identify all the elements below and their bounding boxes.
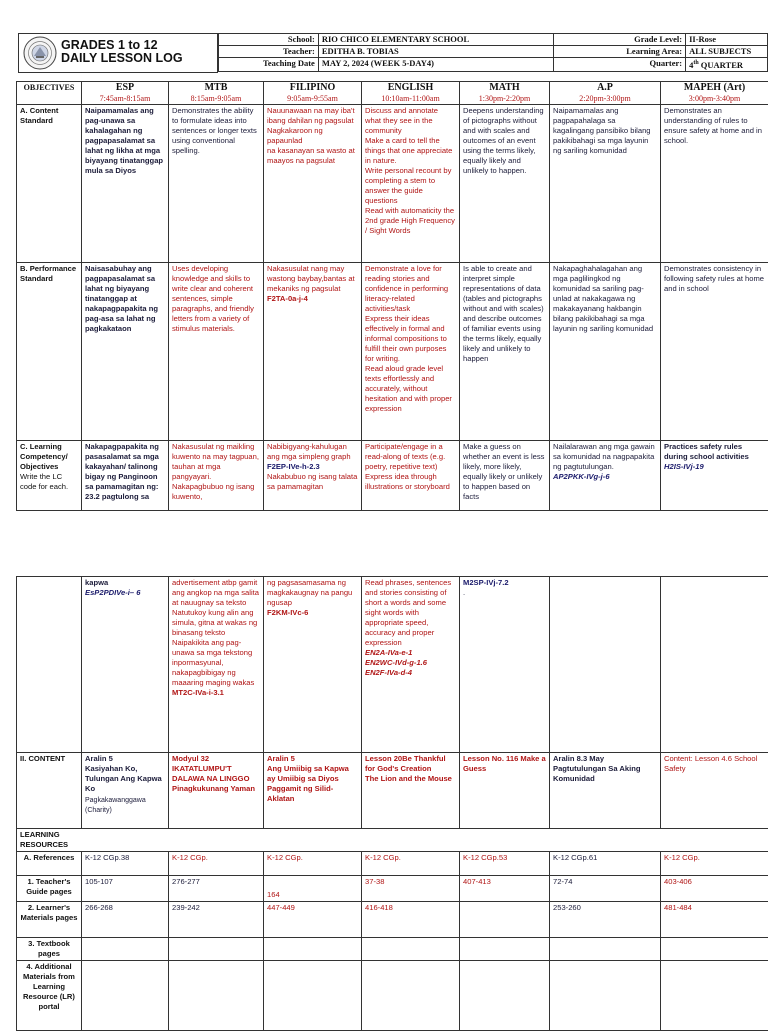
esp-title: ESP [116,82,134,93]
b-eng: Demonstrate a love for reading stories and confidence in performing literacy-related activities/task Express their ideas effectively in formal and informal compositions to fulfill their own purposes for writing. Read aloud grade level texts effortlessly and accurately, without hesitation and with proper expression [362,263,460,441]
row-learners-materials [17,902,768,938]
row-label-ii: II. CONTENT [17,753,82,829]
ap-time: 2:20pm-3:00pm [550,94,660,104]
c-eng: Participate/engage in a read-along of texts (e.g. poetry, repetitive text) Express idea through illustrations or storyboard [362,441,460,511]
ii-mapeh: Content: Lesson 4.6 School Safety [661,753,768,829]
log-title-line1: GRADES 1 to 12 [61,39,183,52]
tb-esp [82,938,169,961]
row-learning-competency [17,441,768,511]
ref-mtb: K-12 CGp. [169,852,264,876]
c-math: Make a guess on whether an event is less likely, more likely, equally likely or unlikely to happen based on facts [460,441,550,511]
row-label-c-note: Write the LC code for each. [20,472,78,492]
row-label-a: A. Content Standard [17,105,82,263]
log-title-line2: DAILY LESSON LOG [61,52,183,65]
objectives-header [17,82,82,105]
lm-ap: 253-260 [550,902,661,938]
c2-mtb-code: MT2C-IVa-i-3.1 [172,688,260,698]
ap-header [550,82,661,105]
b-mapeh: Demonstrates consistency in following safety rules at home and in school [661,263,768,441]
c-mtb: Nakasusulat ng maikling kuwento na may tagpuan, tauhan at mga pangyayari. Nakapagbubuo ng isang kuwento, [169,441,264,511]
date-label: Teaching Date [219,58,319,72]
row-label-c [17,441,82,511]
ii-fil: Aralin 5 Ang Umiibig sa Kapwa ay Umiibig sa Diyos Paggamit ng Silid-Aklatan [264,753,362,829]
am-eng [362,961,460,1031]
a-mapeh: Demonstrates an understanding of rules to ensure safety at home and in school. [661,105,768,263]
tg-ap: 72-74 [550,876,661,902]
date-value: MAY 2, 2024 (WEEK 5-DAY4) [318,58,554,72]
ii-ap: Aralin 8.3 May Pagtutulungan Sa Aking Komunidad [550,753,661,829]
b-fil [264,263,362,441]
b-math: Is able to create and interpret simple representations of data (tables and pictographs without and with scales) and describe outcomes of familiar events using the terms likely, equally likely and unlikely to happen [460,263,550,441]
teacher-label: Teacher: [219,46,319,58]
quarter-value [686,58,768,72]
row-label-c-title: C. Learning Competency/ Objectives [20,442,78,472]
am-fil [264,961,362,1031]
fil-title: FILIPINO [290,82,336,93]
tg-mtb: 276-277 [169,876,264,902]
ii-math: Lesson No. 116 Make a Guess [460,753,550,829]
eng-title: ENGLISH [388,82,434,93]
c2-fil [264,577,362,753]
c2-math-code: M2SP-IVj-7.2 [463,578,546,588]
lm-esp: 266-268 [82,902,169,938]
c-ap-text: Nailalarawan ang mga gawain sa komunidad na nagpapakita ng pagtutulungan. [553,442,657,472]
tg-esp: 105-107 [82,876,169,902]
ii-esp [82,753,169,829]
row-content [17,753,768,829]
lm-mapeh: 481-484 [661,902,768,938]
lm-math [460,902,550,938]
tg-mapeh: 403-406 [661,876,768,902]
ii-eng: Lesson 20Be Thankful for God's Creation The Lion and the Mouse [362,753,460,829]
c2-eng-code3: EN2F-IVa-d-4 [365,668,456,678]
deped-seal-icon [23,36,57,70]
quarter-number: 4 [689,60,693,70]
lm-mtb: 239-242 [169,902,264,938]
area-value: ALL SUBJECTS [686,46,768,58]
c2-fil-text: ng pagsasamasama ng magkakaugnay na pangu ngusap [267,578,358,608]
row-competency-continued [17,577,768,753]
ii-esp-text: Aralin 5 Kasiyahan Ko, Tulungan Ang Kapwa Ko [85,754,165,794]
row-additional-materials [17,961,768,1031]
lm-eng: 416-418 [362,902,460,938]
grade-label: Grade Level: [554,34,686,46]
row-learning-resources [17,829,768,852]
row-label-lr-text: LEARNING RESOURCES [20,830,82,850]
ref-eng: K-12 CGp. [362,852,460,876]
grade-value: II-Rose [686,34,768,46]
a-mtb: Demonstrates the ability to formulate ideas into sentences or longer texts using conventional spelling. [169,105,264,263]
mapeh-time: 3:00pm-3:40pm [661,94,768,104]
header-info-table [218,33,768,72]
quarter-suffix: th [693,60,698,66]
tb-mtb [169,938,264,961]
am-esp [82,961,169,1031]
eng-header [362,82,460,105]
row-label-lr [17,829,768,852]
c2-esp [82,577,169,753]
ref-math: K-12 CGp.53 [460,852,550,876]
row-label-b: B. Performance Standard [17,263,82,441]
header-title-block [18,33,218,73]
fil-header [264,82,362,105]
c-fil-code: F2EP-IVe-h-2.3 [267,462,358,472]
c2-mapeh [661,577,768,753]
c2-eng-text: Read phrases, sentences and stories consisting of short a words and some sight words with appropriate speed, accuracy and proper expression [365,578,456,648]
tb-fil [264,938,362,961]
c-mapeh-code: H2IS-IVj-19 [664,462,765,472]
mtb-title: MTB [205,82,228,93]
b-fil-code: F2TA-0a-j-4 [267,294,358,304]
c-fil [264,441,362,511]
c2-eng-code1: EN2A-IVa-e-1 [365,648,456,658]
c2-esp-text: kapwa [85,578,165,588]
c-mapeh-text: Practices safety rules during school activities [664,442,765,462]
mtb-time: 8:15am-9:05am [169,94,263,104]
ii-mtb: Modyul 32 IKATATLUMPU'T DALAWA NA LINGGO Pinagkukunang Yaman [169,753,264,829]
school-label: School: [219,34,319,46]
c2-eng [362,577,460,753]
mapeh-header [661,82,768,105]
tb-ap [550,938,661,961]
b-mtb: Uses developing knowledge and skills to write clear and coherent sentences, simple paragraphs, and friendly letters from a variety of stimulus materials. [169,263,264,441]
c2-label-empty [17,577,82,753]
ref-mapeh: K-12 CGp. [661,852,768,876]
row-content-standard [17,105,768,263]
row-references [17,852,768,876]
tg-math: 407-413 [460,876,550,902]
ap-title: A.P [597,82,613,93]
c-esp: Nakapagpapakita ng pasasalamat sa mga kakayahan/ talinong bigay ng Panginoon sa pamamagitan ng: 23.2 pagtulong sa [82,441,169,511]
row-label-tg: 1. Teacher's Guide pages [17,876,82,902]
c-fil-text: Nabibigyang-kahulugan ang mga simpleng graph [267,442,358,462]
mapeh-title: MAPEH (Art) [684,82,745,93]
am-mapeh [661,961,768,1031]
c2-fil-code: F2KM-IVc-6 [267,608,358,618]
tg-eng: 37-38 [362,876,460,902]
c2-ap [550,577,661,753]
quarter-word: QUARTER [701,60,743,70]
lesson-grid-page1 [16,81,768,511]
row-label-lm: 2. Learner's Materials pages [17,902,82,938]
am-mtb [169,961,264,1031]
c2-esp-code: EsP2PDIVe-i– 6 [85,588,165,598]
c2-math-dot: . [463,588,546,598]
math-title: MATH [489,82,519,93]
esp-time: 7:45am-8:15am [82,94,168,104]
row-label-am: 4. Additional Materials from Learning Resource (LR) portal [17,961,82,1031]
eng-time: 10:10am-11:00am [362,94,459,104]
am-ap [550,961,661,1031]
am-math [460,961,550,1031]
row-performance-standard [17,263,768,441]
b-esp: Naisasabuhay ang pagpapasalamat sa lahat ng biyayang tinatanggap at nakapagpapakita ng pag-asa sa lahat ng pagkakataon [82,263,169,441]
c2-eng-code2: EN2WC-IVd-g-1.6 [365,658,456,668]
a-ap: Naipamamalas ang pagpapahalaga sa kagalingang pansibiko bilang pakikibahagi sa mga layunin ng sariling komunidad [550,105,661,263]
ref-esp: K-12 CGp.38 [82,852,169,876]
c-fil-more: Nakabubuo ng isang talata sa pamamagitan [267,472,358,492]
c2-math [460,577,550,753]
a-eng: Discuss and annotate what they see in the community Make a card to tell the things that one appreciate in nature. Write personal recount by completing a stem to answer the guide questions Read with automaticity the 2nd grade High Frequency / Sight Words [362,105,460,263]
tg-fil: 164 [264,876,362,902]
a-esp: Naipamamalas ang pag-unawa sa kahalagahan ng pagpapasalamat sa lahat ng likha at mga biyayang tinatanggap mula sa Diyos [82,105,169,263]
row-label-tb: 3. Textbook pages [17,938,82,961]
a-math: Deepens understanding of pictographs without and with scales and outcomes of an event using the terms likely, equally likely and unlikely to happen. [460,105,550,263]
math-header [460,82,550,105]
tb-eng [362,938,460,961]
row-label-ref: A. References [17,852,82,876]
lesson-grid-page2 [16,576,768,1031]
tb-math [460,938,550,961]
ref-fil: K-12 CGp. [264,852,362,876]
quarter-label: Quarter: [554,58,686,72]
esp-header [82,82,169,105]
c-ap-code: AP2PKK-IVg-j-6 [553,472,657,482]
lm-fil: 447-449 [264,902,362,938]
objectives-header-label: OBJECTIVES [24,83,75,92]
row-teachers-guide [17,876,768,902]
teacher-value: EDITHA B. TOBIAS [318,46,554,58]
area-label: Learning Area: [554,46,686,58]
tb-mapeh [661,938,768,961]
b-ap: Nakapaghahalagahan ang mga paglilingkod ng komunidad sa sariling pag-unlad at nakakagawa ng makakayanang hakbangin bilang pakikibahagi sa mga layunin ng sariling komunidad [550,263,661,441]
c-mapeh [661,441,768,511]
c-ap [550,441,661,511]
c2-mtb [169,577,264,753]
a-fil: Nauunawaan na may iba't ibang dahilan ng pagsulat Nagkakaroon ng papaunlad na kasanayan sa wasto at maayos na pagsulat [264,105,362,263]
mtb-header [169,82,264,105]
row-textbook [17,938,768,961]
c2-mtb-text: advertisement atbp gamit ang angkop na mga salita at nauugnay sa teksto Natutukoy kung alin ang simula, gitna at wakas ng binasang teksto Naipakikita ang pag-unawa sa mga tekstong inpormasyunal, nakapagbibigay ng maaaring maging wakas [172,578,260,688]
ref-ap: K-12 CGp.61 [550,852,661,876]
log-title [61,39,183,65]
ii-esp-note: Pagkakawanggawa (Charity) [85,796,165,816]
fil-time: 9:05am-9:55am [264,94,361,104]
school-value: RIO CHICO ELEMENTARY SCHOOL [318,34,554,46]
math-time: 1:30pm-2:20pm [460,94,549,104]
b-fil-text: Nakasusulat nang may wastong baybay,bantas at mekaniks ng pagsulat [267,264,358,294]
